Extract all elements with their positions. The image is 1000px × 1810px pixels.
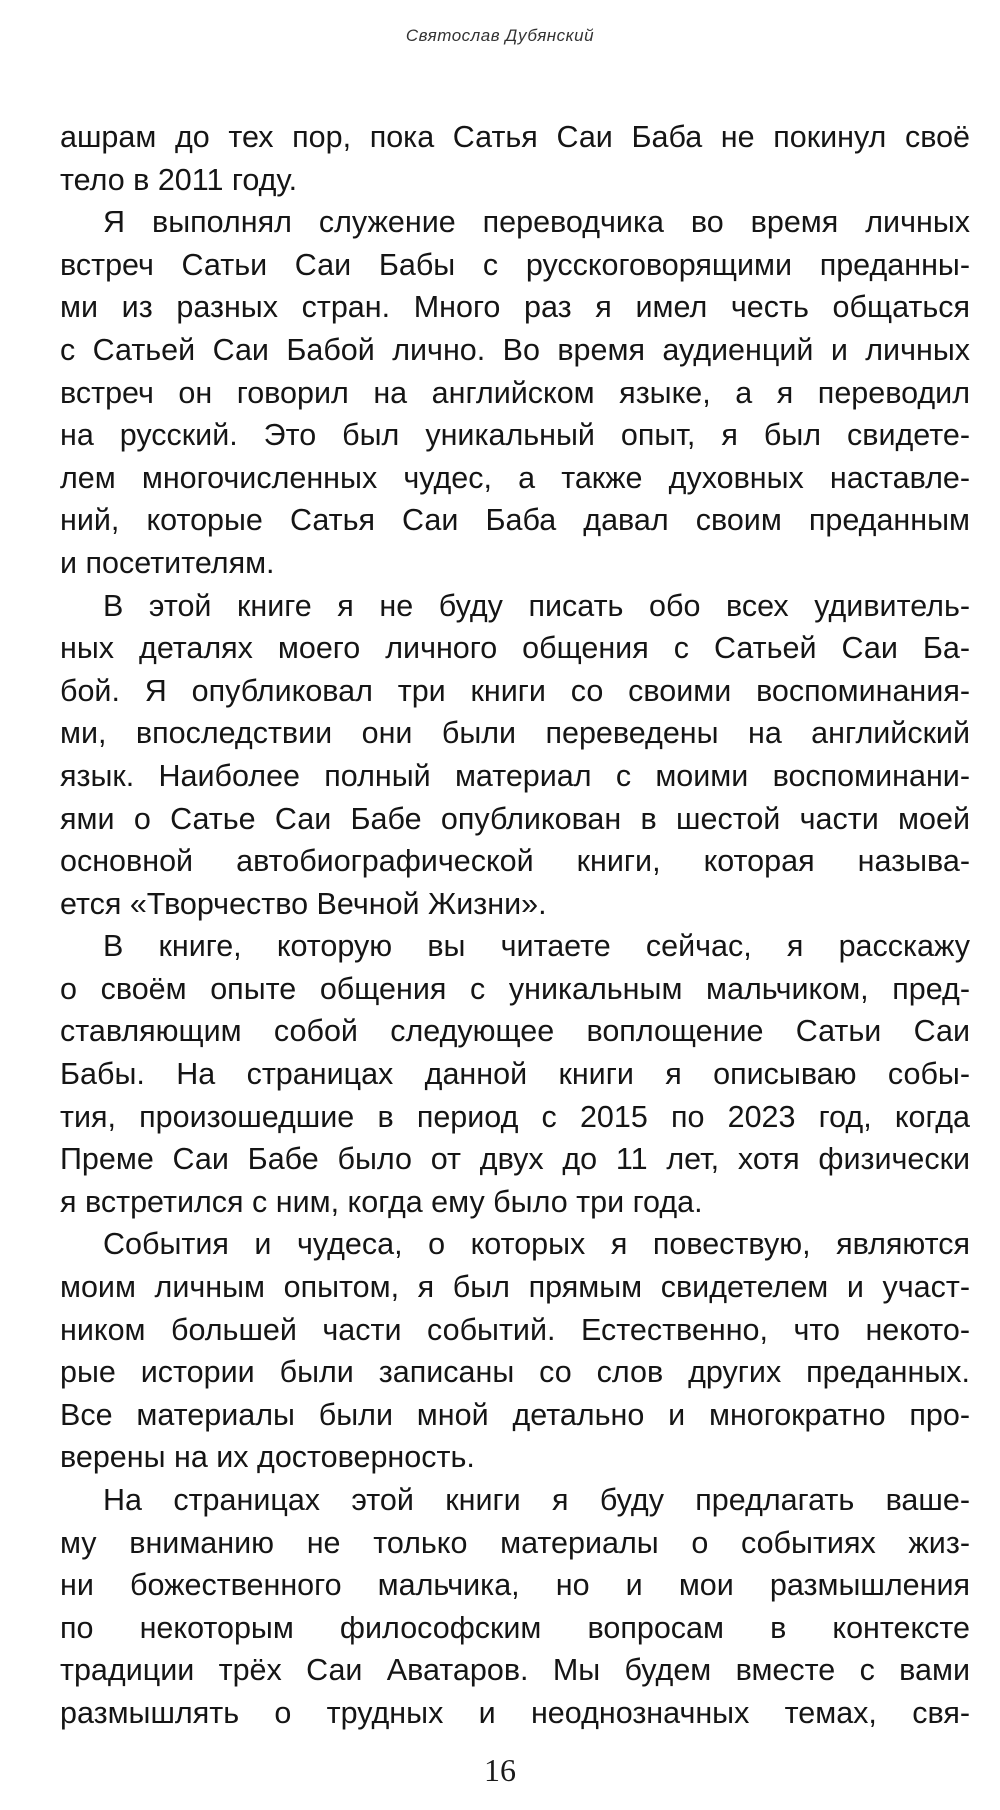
text-line: размышлять о трудных и неоднозначных темах, свя- [60, 1695, 970, 1730]
text-line: Я выполнял служение переводчика во время личных [103, 205, 970, 240]
text-line: встреч он говорил на английском языке, а я переводил [60, 375, 970, 410]
text-line: События и чудеса, о которых я повествую, являются [103, 1227, 970, 1262]
text-line: ашрам до тех пор, пока Сатья Саи Баба не покинул своё [60, 120, 970, 154]
text-line: с Сатьей Саи Бабой лично. Во время аудиенций и личных [60, 332, 970, 367]
text-line: по некоторым философским вопросам в контексте [60, 1610, 970, 1645]
text-line: В книге, которую вы читаете сейчас, я расскажу [103, 929, 970, 964]
text-line: Преме Саи Бабе было от двух до 11 лет, хотя физически [60, 1142, 970, 1177]
body-text [60, 116, 970, 1735]
text-line: ями о Сатье Саи Бабе опубликован в шестой части моей [60, 801, 970, 836]
text-line: ни божественного мальчика, но и мои размышления [60, 1568, 970, 1603]
text-line: ных деталях моего личного общения с Сатьей Саи Ба- [60, 631, 970, 666]
text-line: тело в 2011 году. [60, 162, 298, 197]
text-line: ний, которые Сатья Саи Баба давал своим преданным [60, 503, 970, 538]
text-line: о своём опыте общения с уникальным мальчиком, пред- [60, 971, 970, 1006]
page-number: 16 [484, 1752, 516, 1788]
text-line: На страницах этой книги я буду предлагать ваше- [103, 1483, 970, 1517]
text-line: язык. Наиболее полный материал с моими воспоминани- [60, 758, 970, 793]
text-line: традиции трёх Саи Аватаров. Мы будем вместе с вами [60, 1653, 970, 1688]
paragraph [60, 925, 970, 1223]
text-line: рые истории были записаны со слов других преданных. [60, 1355, 970, 1390]
text-line: В этой книге я не буду писать обо всех удивитель- [103, 588, 970, 623]
paragraph [60, 1223, 970, 1479]
text-line: ми из разных стран. Много раз я имел честь общаться [60, 290, 970, 325]
text-line: я встретился с ним, когда ему было три года. [60, 1184, 703, 1219]
text-line: бой. Я опубликовал три книги со своими воспоминания- [60, 673, 970, 708]
text-line: ником большей части событий. Естественно, что некото- [60, 1312, 970, 1347]
text-line: и посетителям. [60, 545, 275, 580]
text-line: ется «Творчество Вечной Жизни». [60, 886, 547, 921]
text-line: ми, впоследствии они были переведены на английский [60, 716, 970, 751]
text-line: верены на их достоверность. [60, 1440, 475, 1475]
paragraph [60, 1479, 970, 1735]
text-line: Бабы. На страницах данной книги я описываю собы- [60, 1057, 970, 1092]
paragraph [60, 116, 970, 201]
text-line: му вниманию не только материалы о событиях жиз- [60, 1525, 970, 1560]
text-line: встреч Сатьи Саи Бабы с русскоговорящими преданны- [60, 247, 970, 282]
paragraph [60, 201, 970, 584]
text-line: тия, произошедшие в период с 2015 по 2023 год, когда [60, 1099, 970, 1134]
text-line: моим личным опытом, я был прямым свидетелем и участ- [60, 1270, 970, 1305]
text-line: Все материалы были мной детально и многократно про- [60, 1397, 970, 1432]
running-header: Святослав Дубянский [405, 26, 595, 45]
text-line: лем многочисленных чудес, а также духовных наставле- [60, 460, 970, 495]
text-line: на русский. Это был уникальный опыт, я был свидете- [60, 418, 970, 453]
text-line: ставляющим собой следующее воплощение Сатьи Саи [60, 1014, 970, 1049]
text-line: основной автобиографической книги, которая называ- [60, 844, 970, 879]
paragraph [60, 585, 970, 926]
